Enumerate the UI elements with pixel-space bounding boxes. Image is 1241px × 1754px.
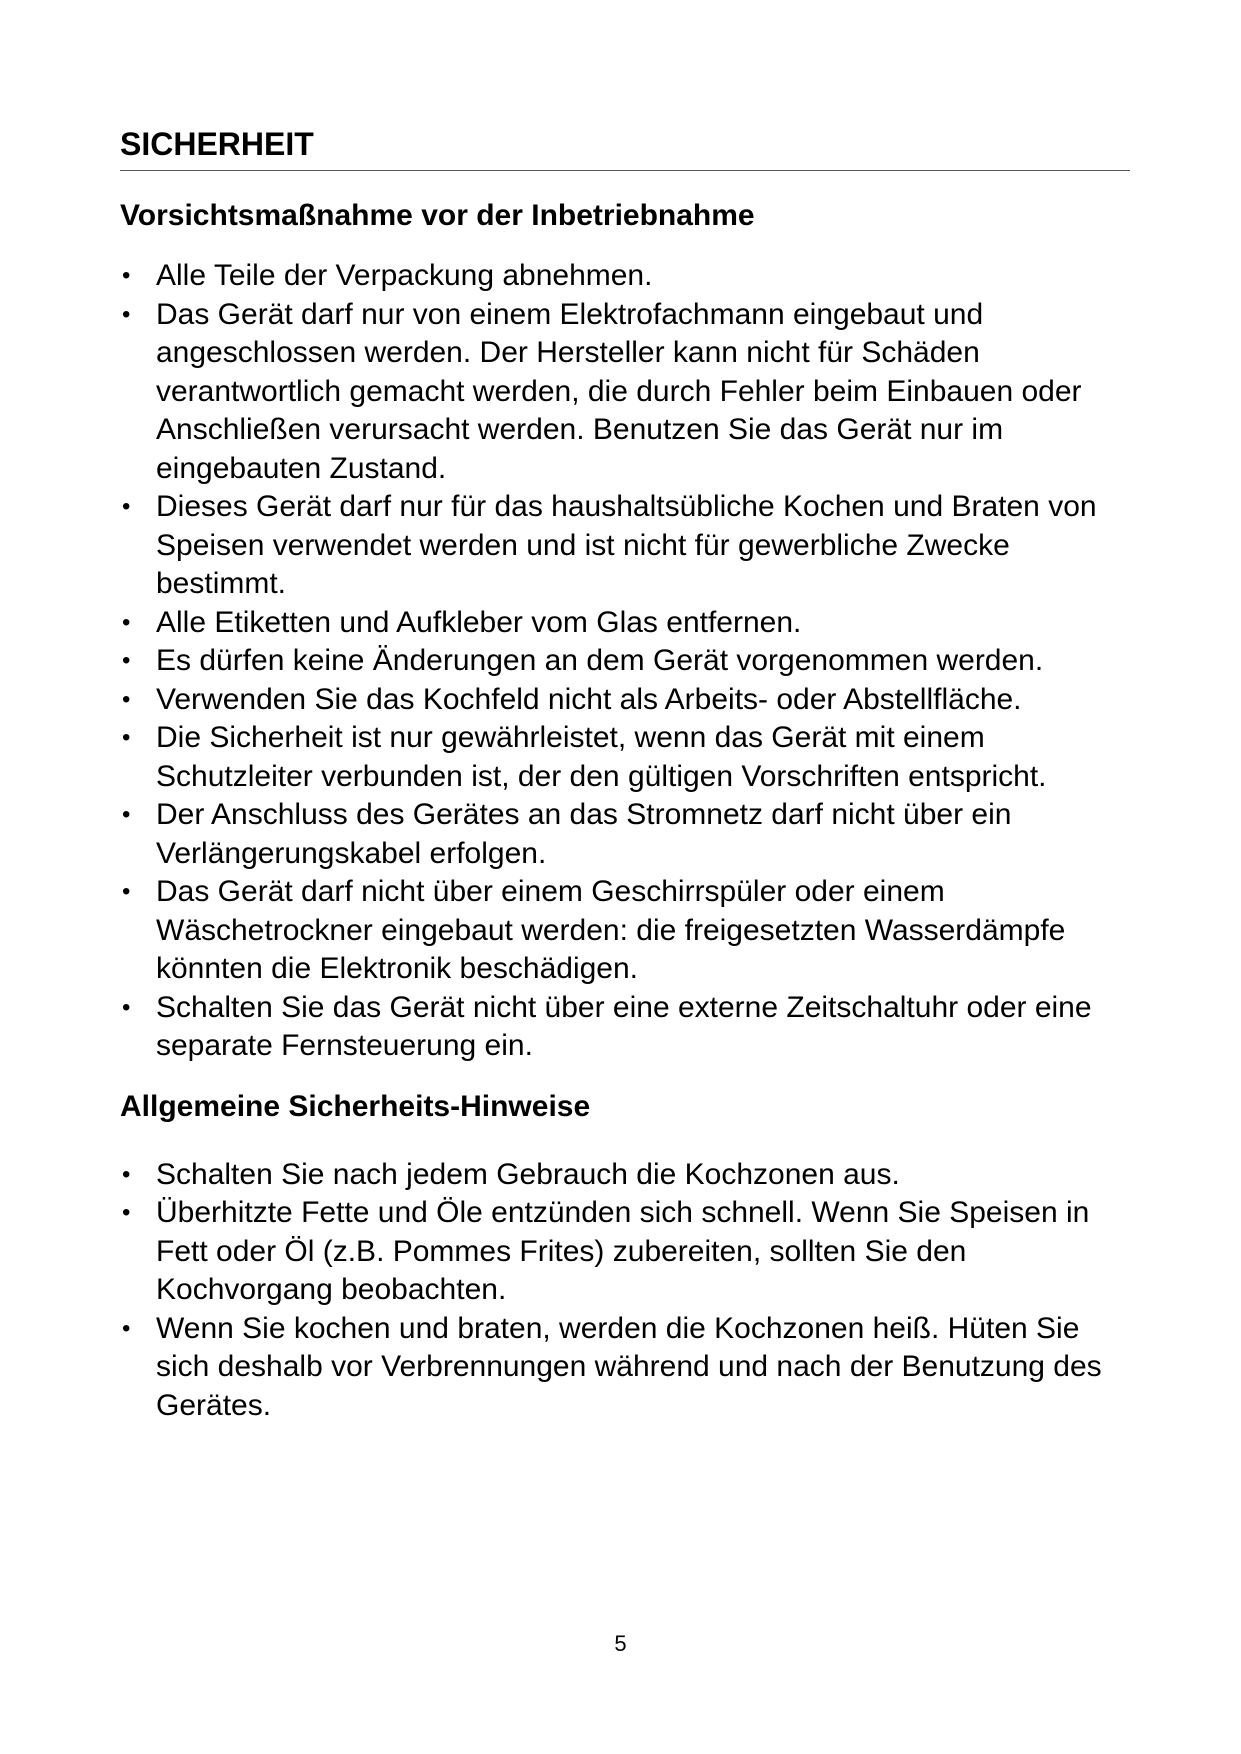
bullet-icon: • [122,1314,131,1342]
list-item-text: Schalten Sie nach jedem Gebrauch die Kochzonen aus. [156,1157,900,1191]
list-item-text: Das Gerät darf nicht über einem Geschirrspüler oder einem Wäschetrockner eingebaut werden: die freigesetzten Wasserdämpfe könnten die Elektronik beschädigen. [156,875,1066,985]
precautions-list [120,257,1130,1066]
list-item [120,1194,1130,1310]
bullet-icon: • [122,993,131,1021]
list-item [120,1156,1130,1195]
bullet-icon: • [122,685,131,713]
list-item-text: Verwenden Sie das Kochfeld nicht als Arbeits- oder Abstellfläche. [156,682,1022,716]
list-item [120,796,1130,873]
bullet-icon: • [122,1199,131,1226]
bullet-icon: • [122,608,131,636]
bullet-icon: • [122,493,131,520]
section-heading-precautions: Vorsichtsmaßnahme vor der Inbetriebnahme [120,199,755,232]
list-item [120,719,1130,796]
bullet-icon: • [122,801,131,828]
document-page [120,128,1130,1425]
bullet-icon: • [122,878,131,905]
list-item [120,989,1130,1066]
list-item [120,257,1130,296]
list-item-text: Schalten Sie das Gerät nicht über eine externe Zeitschaltuhr oder eine separate Fernsteuerung ein. [156,990,1092,1062]
list-item-text: Dieses Gerät darf nur für das haushaltsübliche Kochen und Braten von Speisen verwendet werden und ist nicht für gewerbliche Zwecke bestimmt. [156,490,1097,600]
list-item-text: Es dürfen keine Änderungen an dem Gerät vorgenommen werden. [156,644,1044,677]
list-item [120,642,1130,681]
list-item [120,296,1130,489]
list-item-text: Der Anschluss des Gerätes an das Stromnetz darf nicht über ein Verlängerungskabel erfolgen. [156,798,1012,870]
list-item [120,873,1130,989]
list-item-text: Alle Teile der Verpackung abnehmen. [156,259,653,292]
list-item [120,1310,1130,1426]
list-item-text: Die Sicherheit ist nur gewährleistet, wenn das Gerät mit einem Schutzleiter verbunden ist, der den gültigen Vorschriften entspricht. [156,721,1047,793]
bullet-icon: • [122,300,131,328]
page-number: 5 [614,1631,627,1656]
list-item-text: Überhitzte Fette und Öle entzünden sich schnell. Wenn Sie Speisen in Fett oder Öl (z.B. Pommes Frites) zubereiten, sollten Sie den Kochvorgang beobachten. [156,1196,1090,1306]
bullet-icon: • [122,647,131,674]
bullet-icon: • [122,724,131,751]
list-item-text: Alle Etiketten und Aufkleber vom Glas entfernen. [156,605,802,639]
bullet-icon: • [122,262,131,289]
list-item [120,604,1130,643]
list-item-text: Das Gerät darf nur von einem Elektrofachmann eingebaut und angeschlossen werden. Der Hersteller kann nicht für Schäden verantwortlich gemacht werden, die durch Fehler beim Einbauen oder Anschließen verursacht werden. Benutzen Sie das Gerät nur im eingebauten Zustand. [156,297,1082,485]
list-item-text: Wenn Sie kochen und braten, werden die Kochzonen heiß. Hüten Sie sich deshalb vor Verbrennungen während und nach der Benutzung des Gerätes. [156,1311,1102,1422]
bullet-icon: • [122,1160,131,1188]
list-item [120,488,1130,604]
list-item [120,681,1130,720]
section-heading-general-safety: Allgemeine Sicherheits-Hinweise [120,1089,591,1123]
page-title: SICHERHEIT [120,128,1130,171]
general-safety-list [120,1156,1130,1426]
